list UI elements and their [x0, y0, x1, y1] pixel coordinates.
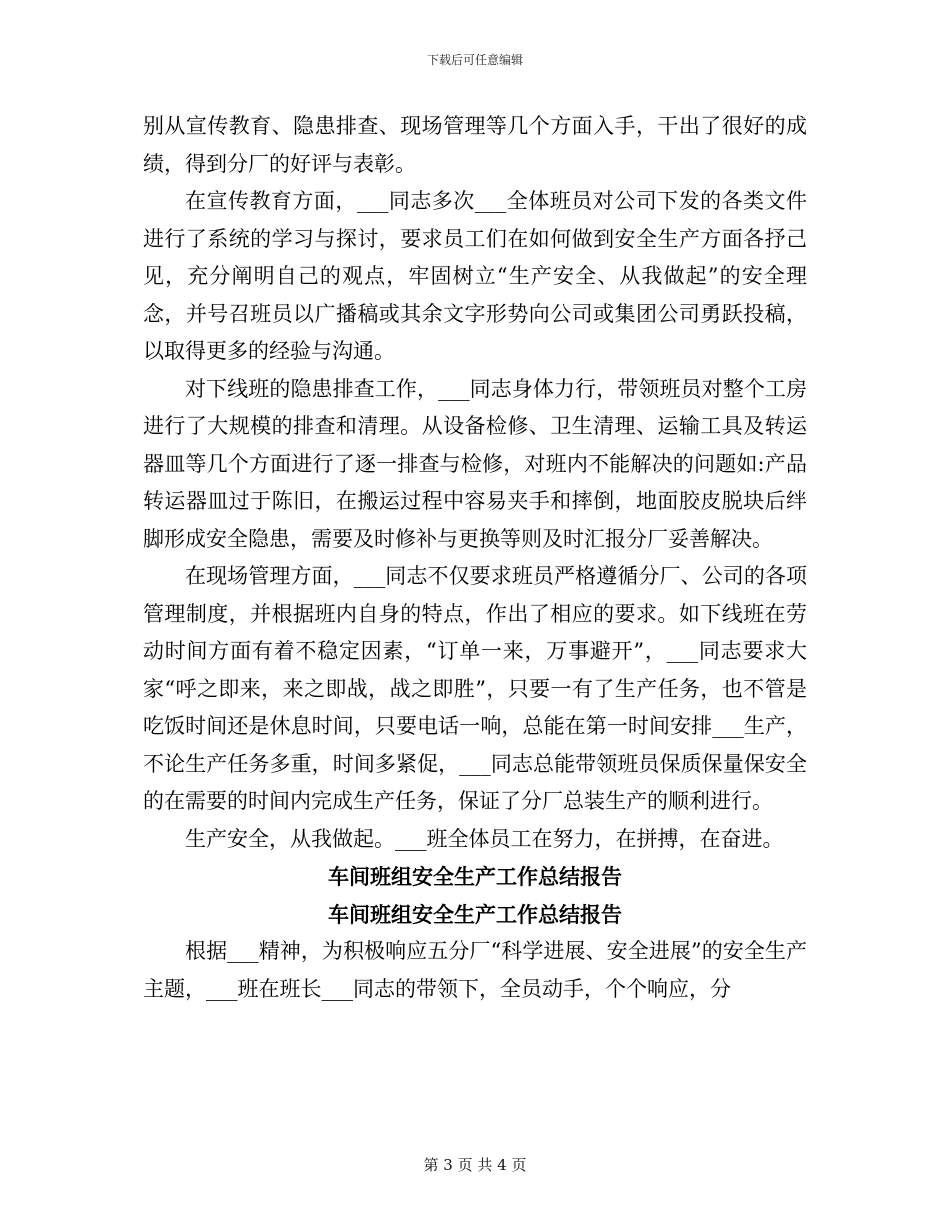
section-title-repeat: 车间班组安全生产工作总结报告	[328, 901, 622, 927]
paragraph-publicity-education: 在宣传教育方面，___同志多次___全体班员对公司下发的各类文件进行了系统的学习与探讨，要求员工们在如何做到安全生产方面各抒己见，充分阐明自己的观点，牢固树立“生产安全、从我做起”的安全理念，并号召班员以广播稿或其余文字形势向公司或集团公司勇跃投稿，以取得更多的经验与沟通。	[143, 189, 807, 363]
paragraph-continuation: 别从宣传教育、隐患排查、现场管理等几个方面入手，干出了很好的成绩，得到分厂的好评与表彰。	[143, 114, 807, 176]
paragraph-hazard-inspection: 对下线班的隐患排查工作，___同志身体力行，带领班员对整个工房进行了大规模的排查和清理。从设备检修、卫生清理、运输工具及转运器皿等几个方面进行了逐一排查与检修，对班内不能解决的问题如:产品转运器皿过于陈旧，在搬运过程中容易夹手和摔倒，地面胶皮脱块后绊脚形成安全隐患，需要及时修补与更换等则及时汇报分厂妥善解决。	[143, 376, 807, 551]
paragraph-site-management: 在现场管理方面，___同志不仅要求班员严格遵循分厂、公司的各项管理制度，并根据班内自身的特点，作出了相应的要求。如下线班在劳动时间方面有着不稳定因素，“订单一来，万事避开”，___同志要求大家“呼之即来，来之即战，战之即胜”，只要一有了生产任务，也不管是吃饭时间还是休息时间，只要电话一响，总能在第一时间安排___生产，不论生产任务多重，时间多紧促，___同志总能带领班员保质保量保安全的在需要的时间内完成生产任务，保证了分厂总装生产的顺利进行。	[143, 564, 807, 813]
page-header: 下载后可任意编辑	[426, 53, 523, 67]
section-title: 车间班组安全生产工作总结报告	[328, 864, 622, 889]
paragraph-intro: 根据___精神，为积极响应五分厂“科学进展、安全进展”的安全生产主题，___班在班长___同志的带领下，全员动手，个个响应，分	[143, 939, 807, 1001]
page-footer: 第 3 页 共 4 页	[423, 1156, 527, 1174]
paragraph-closing-slogan: 生产安全，从我做起。___班全体员工在努力，在拼搏，在奋进。	[185, 826, 784, 851]
document-body	[143, 108, 807, 1008]
